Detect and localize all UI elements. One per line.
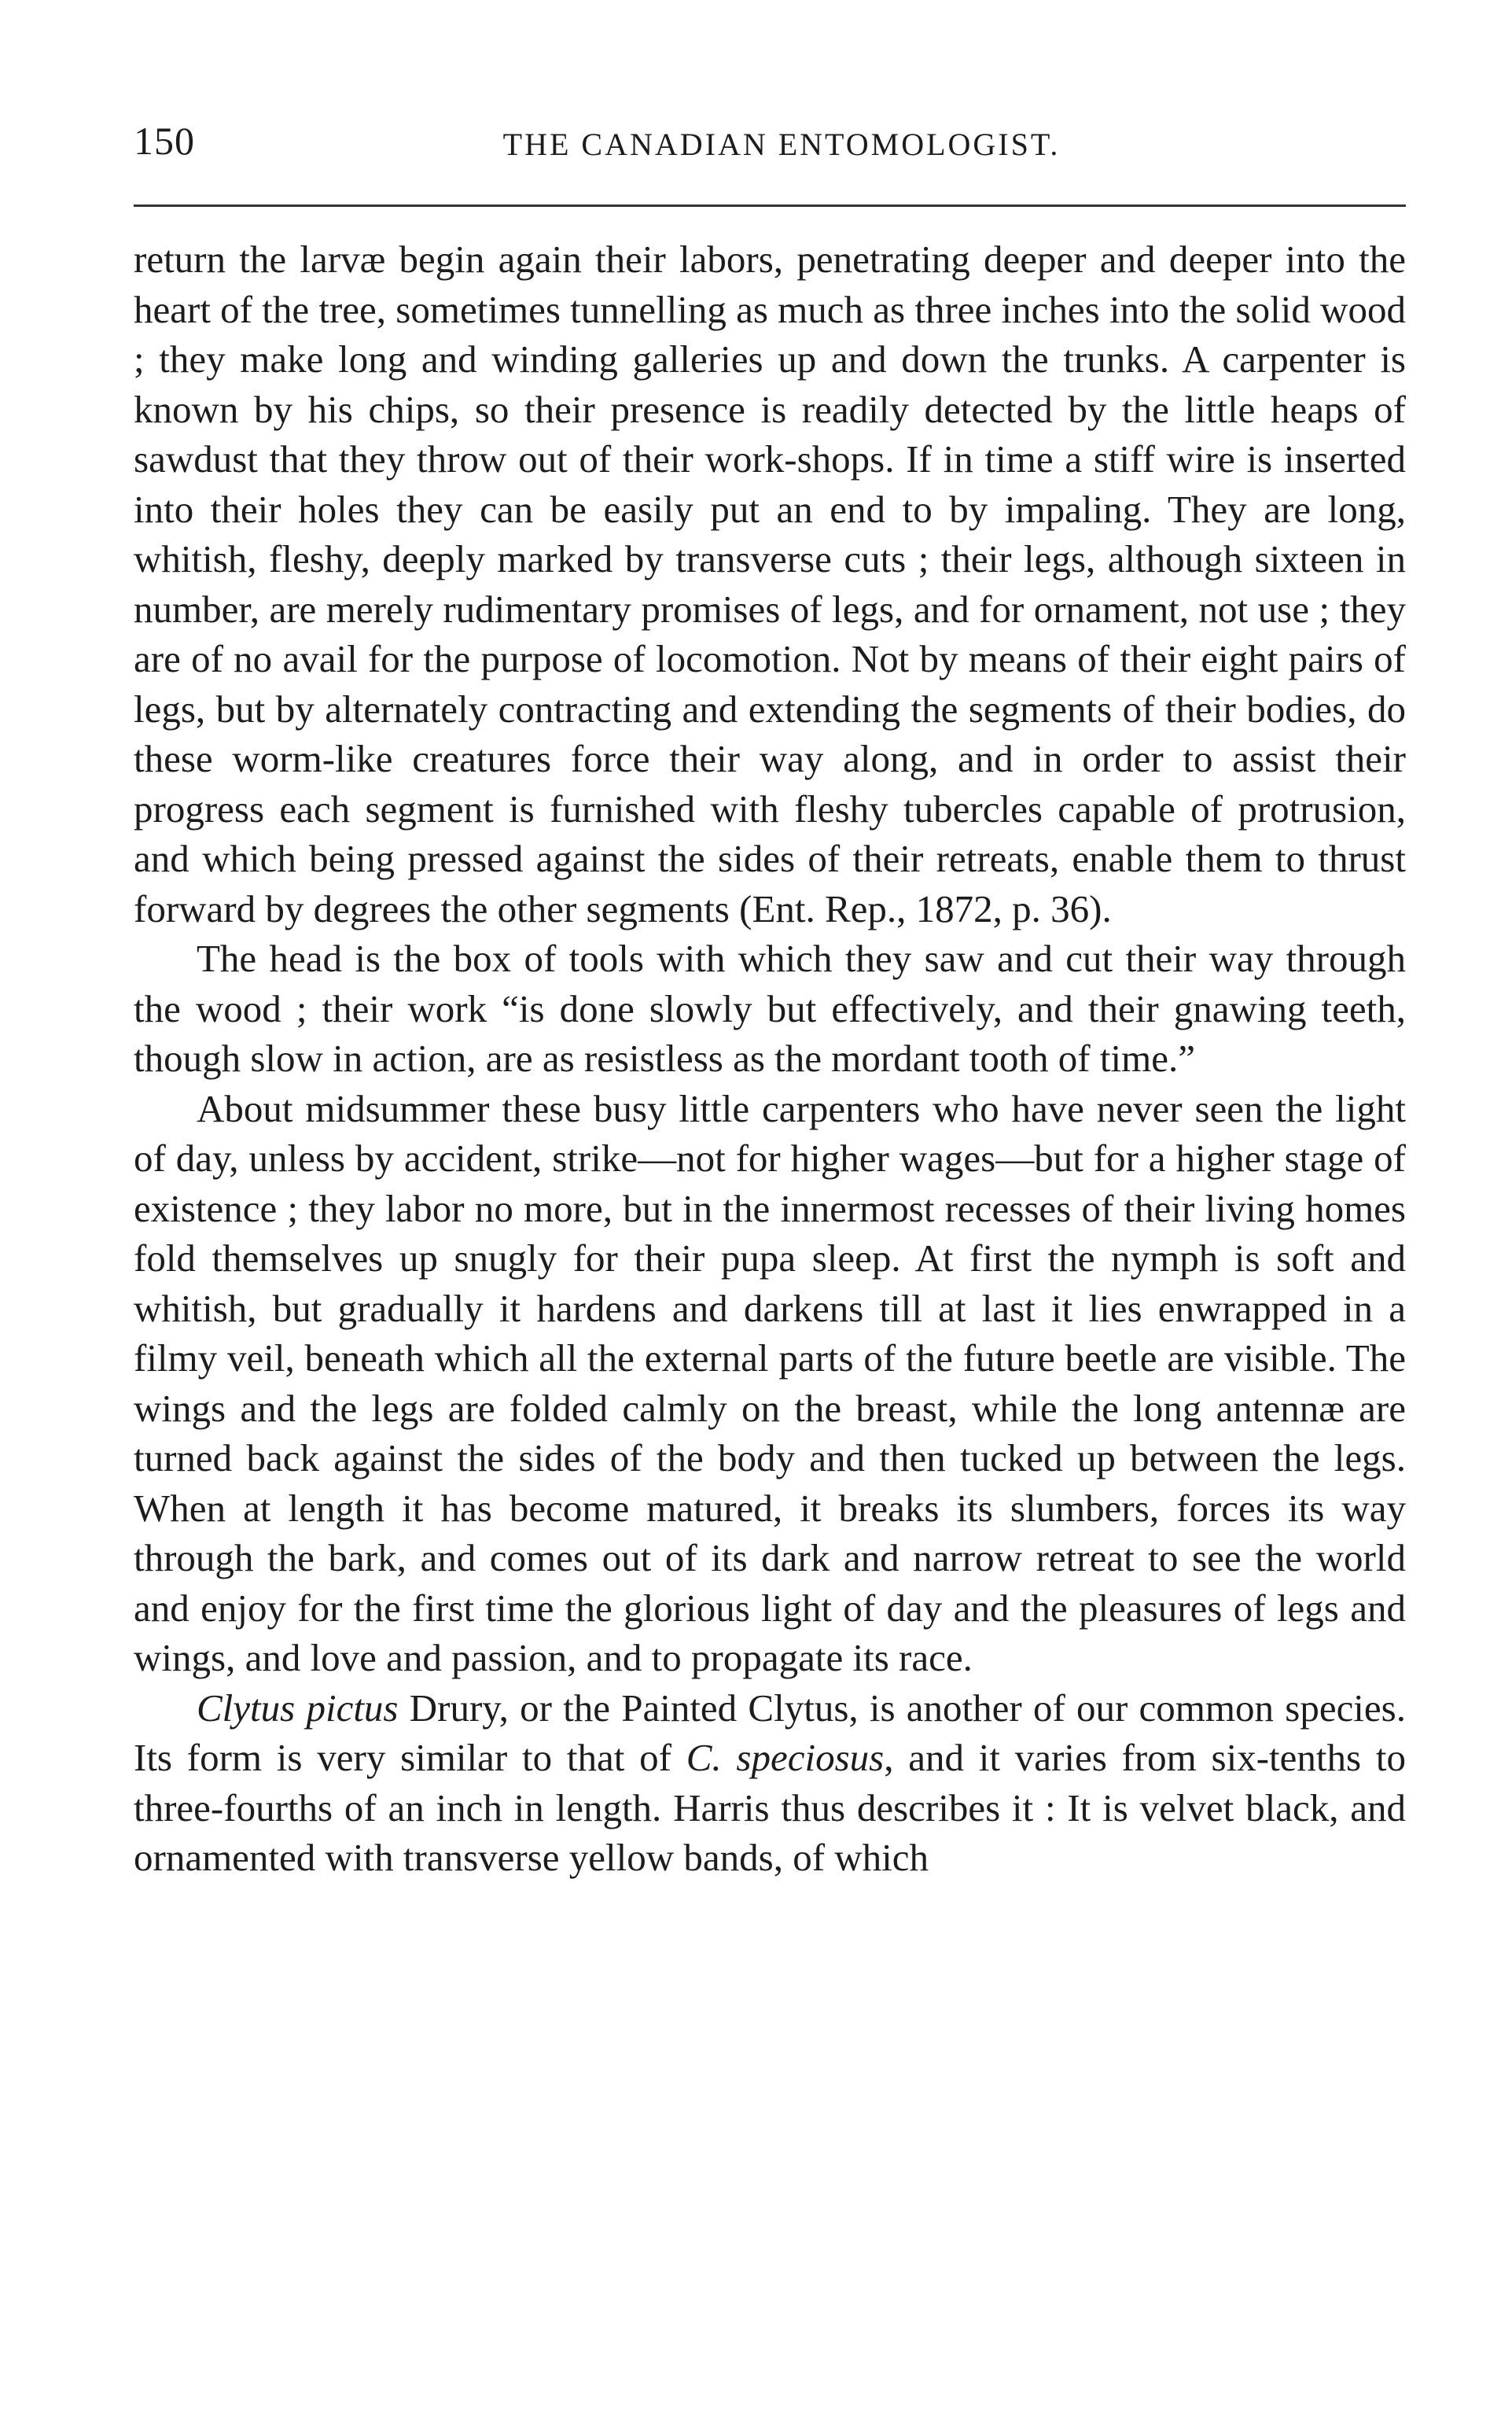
species-reference: C. speciosus (686, 1736, 885, 1779)
species-name: Clytus pictus (197, 1686, 399, 1730)
header-rule (134, 204, 1406, 207)
paragraph-2: The head is the box of tools with which they saw and cut their way through the wood ; their work “is done slowly but effectively, and their gnawing teeth, though slow in action, are as resistless as the mordant tooth of time.” (134, 937, 1406, 1080)
page-number: 150 (134, 119, 195, 163)
paragraph-3: About midsummer these busy little carpenters who have never seen the light of day, unless by accident, strike—not for higher wages—but for a higher stage of existence ; they labor no more, but in the innermost recesses of their living homes fold themselves up snugly for their pupa sleep. At first the nymph is soft and whitish, but gradually it hardens and darkens till at last it lies enwrapped in a filmy veil, beneath which all the external parts of the future beetle are visible. The wings and the legs are folded calmly on the breast, while the long antennæ are turned back against the sides of the body and then tucked up between the legs. When at length it has become matured, it breaks its slumbers, forces its way through the bark, and comes out of its dark and narrow retreat to see the world and enjoy for the first time the glorious light of day and the pleasures of legs and wings, and love and passion, and to propagate its race. (134, 1086, 1406, 1679)
paragraph-4 (134, 1683, 1406, 1883)
document-page (134, 118, 1406, 1879)
body-text (134, 234, 1406, 1883)
paragraph-4-text-1: Drury, or the Painted Clytus, is another of our common species. Its form is very similar to that of (134, 1686, 1406, 1779)
running-title: THE CANADIAN ENTOMOLOGIST. (502, 127, 1061, 162)
page-header (134, 118, 1406, 181)
paragraph-4-text-2: , and it varies from six-tenths to three-fourths of an inch in length. Harris thus describes it : It is velvet black, and ornamented with transverse yellow bands, of which (134, 1736, 1406, 1879)
paragraph-1: return the larvæ begin again their labors, penetrating deeper and deeper into the heart of the tree, sometimes tunnelling as much as three inches into the solid wood ; they make long and winding galleries up and down the trunks. A carpenter is known by his chips, so their presence is readily detected by the little heaps of sawdust that they throw out of their work-shops. If in time a stiff wire is inserted into their holes they can be easily put an end to by impaling. They are long, whitish, fleshy, deeply marked by transverse cuts ; their legs, although sixteen in number, are merely rudimentary promises of legs, and for ornament, not use ; they are of no avail for the purpose of locomotion. Not by means of their eight pairs of legs, but by alternately contracting and extending the segments of their bodies, do these worm-like creatures force their way along, and in order to assist their progress each segment is furnished with fleshy tubercles capable of protrusion, and which being pressed against the sides of their retreats, enable them to thrust forward by degrees the other segments (Ent. Rep., 1872, p. 36). (134, 238, 1406, 930)
